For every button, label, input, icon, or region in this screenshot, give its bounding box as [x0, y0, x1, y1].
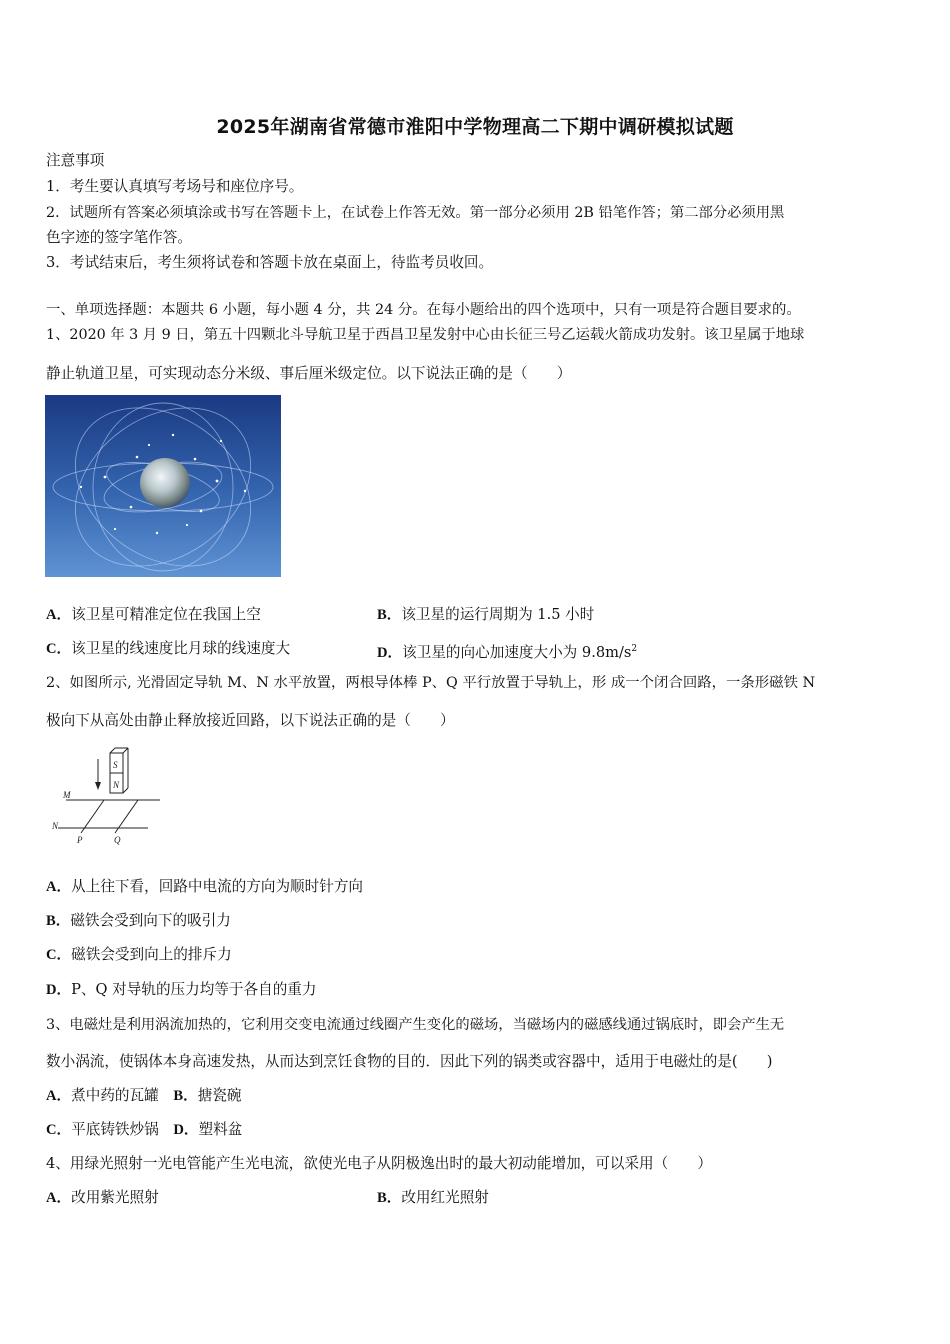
q2-option-b[interactable] [46, 911, 231, 931]
notice-item-2-line-1: 2．试题所有答案必须填涂或书写在答题卡上，在试卷上作答无效。第一部分必须用 2B 铅笔作答；第二部分必须用黑 [46, 205, 785, 221]
magnet-n-label: N [113, 780, 120, 790]
q3-option-d-text: 塑料盆 [198, 1121, 243, 1138]
q4-option-b[interactable] [377, 1188, 489, 1208]
q2-option-d-label: D． [46, 982, 72, 998]
q3-option-c[interactable] [46, 1121, 159, 1138]
q3-option-d-label: D． [173, 1122, 199, 1138]
q1-option-a-label: A． [46, 607, 72, 623]
q3-option-c-label: C． [46, 1122, 72, 1138]
q1-option-b-label: B． [377, 607, 402, 623]
q1-option-c-label: C． [46, 641, 72, 657]
q1-option-a-text: 该卫星可精准定位在我国上空 [71, 606, 261, 623]
q2-option-c-label: C． [46, 947, 72, 963]
q1-option-a[interactable] [46, 605, 261, 625]
q2-option-b-text: 磁铁会受到向下的吸引力 [70, 912, 231, 929]
rail-n-label: N [52, 821, 59, 831]
q4-stem-line-1: 4、用绿光照射一光电管能产生光电流，欲使光电子从阴极逸出时的最大初动能增加，可以采用（ ） [46, 1155, 713, 1172]
rail-m-label: M [63, 790, 71, 800]
q3-option-d[interactable] [173, 1121, 242, 1138]
q2-option-b-label: B． [46, 913, 71, 929]
notice-item-3: 3．考试结束后，考生须将试卷和答题卡放在桌面上，待监考员收回。 [46, 254, 494, 271]
q1-option-d-label: D． [377, 644, 403, 661]
magnet-rails-figure [48, 745, 168, 850]
q4-option-b-label: B． [377, 1190, 402, 1206]
q2-option-a-text: 从上往下看，回路中电流的方向为顺时针方向 [71, 878, 364, 895]
q4-option-a-text: 改用紫光照射 [71, 1189, 159, 1206]
q3-option-b-text: 搪瓷碗 [197, 1087, 242, 1104]
q2-stem-line-2: 极向下从高处由静止释放接近回路，以下说法正确的是（ ） [46, 712, 455, 729]
q2-option-d[interactable] [46, 980, 316, 1000]
q2-option-c-text: 磁铁会受到向上的排斥力 [71, 946, 232, 963]
q2-option-a-label: A． [46, 879, 72, 895]
q1-stem-line-2: 静止轨道卫星，可实现动态分米级、事后厘米级定位。以下说法正确的是（ ） [46, 365, 572, 382]
q1-option-d-superscript: 2 [631, 644, 638, 654]
rod-q-label: Q [114, 835, 121, 845]
q1-option-b[interactable] [377, 605, 594, 625]
q2-option-d-text: P、Q 对导轨的压力均等于各自的重力 [71, 981, 317, 998]
magnet-s-label: S [113, 760, 118, 770]
q3-options-row-1 [46, 1086, 241, 1106]
q1-option-d-text: 该卫星的向心加速度大小为 9.8m/s [402, 643, 632, 661]
q3-stem-line-2: 数小涡流，使锅体本身高速发热，从而达到烹饪食物的目的．因此下列的锅类或容器中，适用于电磁灶的是( ) [46, 1053, 773, 1070]
section-heading: 一、单项选择题：本题共 6 小题，每小题 4 分，共 24 分。在每小题给出的四个选项中，只有一项是符合题目要求的。 [46, 302, 801, 318]
q3-option-b-label: B． [173, 1088, 198, 1104]
q3-option-a-label: A． [46, 1088, 72, 1104]
q1-option-b-text: 该卫星的运行周期为 1.5 小时 [401, 606, 595, 623]
q3-option-a[interactable] [46, 1087, 159, 1104]
notice-item-2-line-2: 色字迹的签字笔作答。 [46, 229, 192, 246]
q1-option-c[interactable] [46, 639, 290, 659]
q3-stem-line-1: 3、电磁灶是利用涡流加热的，它利用交变电流通过线圈产生变化的磁场，当磁场内的磁感线通过锅底时，即会产生无 [46, 1017, 785, 1033]
q1-stem-line-1: 1、2020 年 3 月 9 日，第五十四颗北斗导航卫星于西昌卫星发射中心由长征三号乙运载火箭成功发射。该卫星属于地球 [46, 327, 805, 343]
q2-option-a[interactable] [46, 877, 363, 897]
q2-stem-line-1: 2、如图所示, 光滑固定导轨 M、N 水平放置，两根导体棒 P、Q 平行放置于导轨上，形 成一个闭合回路，一条形磁铁 N [46, 675, 816, 691]
notice-item-1: 1．考生要认真填写考场号和座位序号。 [46, 178, 304, 195]
rod-p-label: P [77, 835, 83, 845]
notice-heading: 注意事项 [46, 152, 105, 169]
page-title: 2025年湖南省常德市淮阳中学物理高二下期中调研模拟试题 [216, 116, 734, 138]
q3-option-a-text: 煮中药的瓦罐 [71, 1087, 159, 1104]
q3-option-c-text: 平底铸铁炒锅 [71, 1121, 159, 1138]
q4-option-a[interactable] [46, 1188, 159, 1208]
q4-option-a-label: A． [46, 1190, 72, 1206]
satellite-orbit-image [45, 395, 281, 577]
q1-option-c-text: 该卫星的线速度比月球的线速度大 [71, 640, 291, 657]
q4-option-b-text: 改用红光照射 [401, 1189, 489, 1206]
q3-options-row-2 [46, 1120, 242, 1140]
q2-option-c[interactable] [46, 945, 232, 965]
q3-option-b[interactable] [173, 1087, 241, 1104]
q1-option-d[interactable] [377, 639, 637, 663]
